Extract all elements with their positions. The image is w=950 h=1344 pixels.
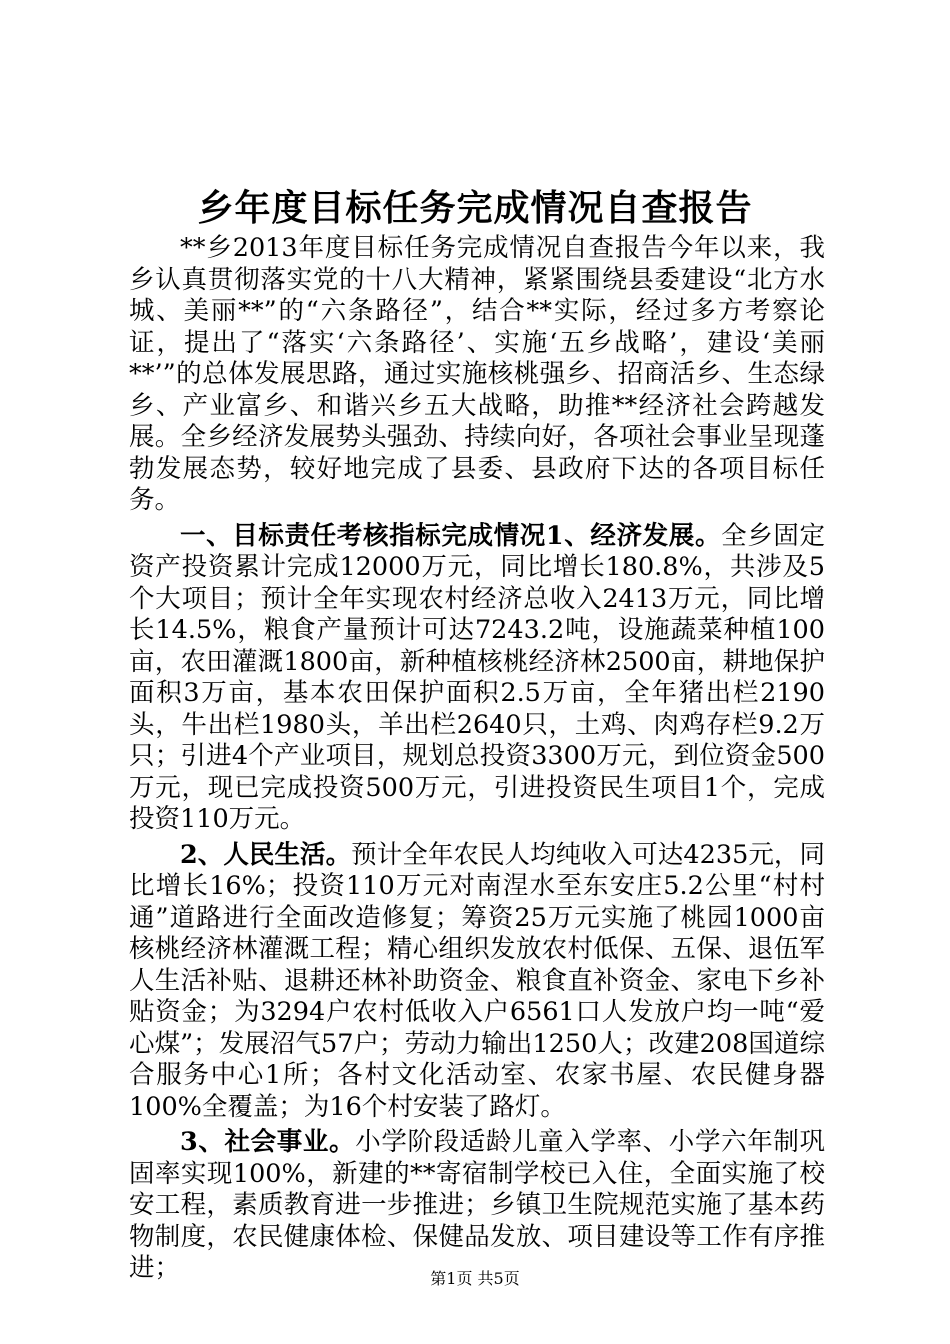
paragraph-lead: 3、社会事业。: [180, 1127, 356, 1157]
paragraph-lead: 一、目标责任考核指标完成情况1、经济发展。: [180, 520, 722, 551]
paragraph-text: **乡2013年度目标任务完成情况自查报告今年以来，我乡认真贯彻落实党的十八大精神，紧紧围绕县委建设“北方水城、美丽**”的“六条路径”，结合**实际，经过多方考察论证，提出了“落实‘六条路径’、实施‘五乡战略’，建设‘美丽**’”的总体发展思路，通过实施核桃强乡、招商活乡、生态绿乡、产业富乡、和谐兴乡五大战略，助推**经济社会跨越发展。全乡经济发展势头强劲、持续向好，各项社会事业呈现蓬勃发展态势，较好地完成了县委、县政府下达的各项目标任务。: [129, 233, 825, 515]
paragraph-text: 预计全年农民人均纯收入可达4235元，同比增长16%；投资110万元对南涅水至东安庄5.2公里“村村通”道路进行全面改造修复；筹资25万元实施了桃园1000亩核桃经济林灌溉工程；精心组织发放农村低保、五保、退伍军人生活补贴、退耕还林补助资金、粮食直补资金、家电下乡补贴资金；为3294户农村低收入户6561口人发放户均一吨“爱心煤”；发展沼气57户；劳动力输出1250人；改建208国道综合服务中心1所；各村文化活动室、农家书屋、农民健身器100%全覆盖；为16个村安装了路灯。: [129, 839, 825, 1122]
paragraph-economic: [129, 521, 825, 836]
paragraph-lead: 2、人民生活。: [180, 839, 352, 870]
document-title: 乡年度目标任务完成情况自查报告: [197, 187, 753, 229]
paragraph-text: 全乡固定资产投资累计完成12000万元，同比增长180.8%，共涉及5个大项目；预计全年实现农村经济总收入2413万元，同比增长14.5%，粮食产量预计可达7243.2吨，设施蔬菜种植100亩，农田灌溉1800亩，新种植核桃经济林2500亩，耕地保护面积3万亩，基本农田保护面积2.5万亩，全年猪出栏2190头，牛出栏1980头，羊出栏2640只，土鸡、肉鸡存栏9.2万只；引进4个产业项目，规划总投资3300万元，到位资金500万元，现已完成投资500万元，引进投资民生项目1个，完成投资110万元。: [129, 520, 825, 834]
document-body: [129, 233, 825, 1285]
paragraph-text: 小学阶段适龄儿童入学率、小学六年制巩固率实现100%，新建的**寄宿制学校已入住，全面实施了校安工程，素质教育进一步推进；乡镇卫生院规范实施了基本药物制度，农民健康体检、保健品发放、项目建设等工作有序推进；: [129, 1127, 825, 1283]
page-number: 第1页 共5页: [430, 1269, 520, 1288]
paragraph-intro: [129, 233, 825, 517]
paragraph-social: [129, 1127, 825, 1285]
paragraph-livelihood: [129, 840, 825, 1124]
